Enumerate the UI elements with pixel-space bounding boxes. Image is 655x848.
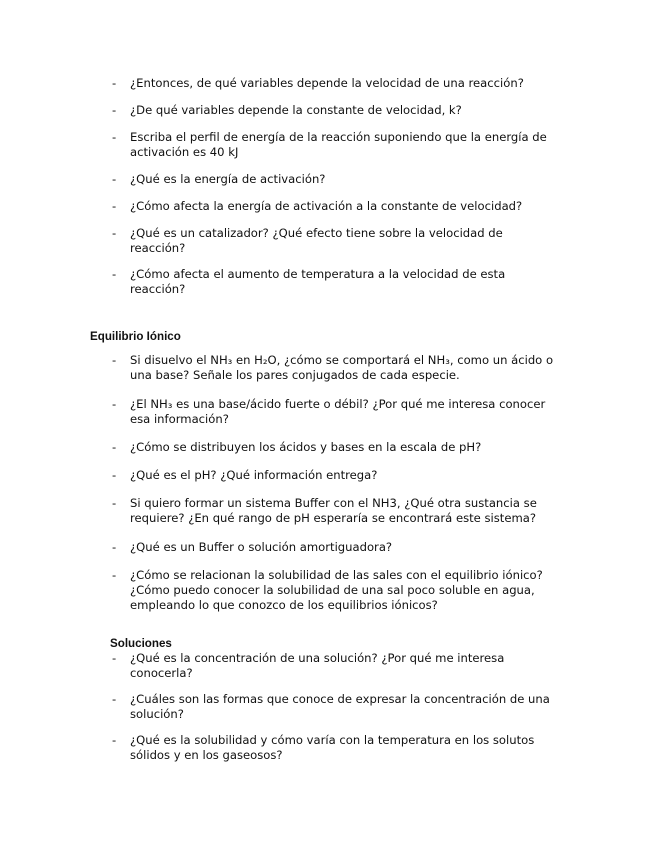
list-item-text [130,397,570,427]
text-line: ¿Cuáles son las formas que conoce de expresar la concentración de una [130,692,550,706]
text-line: empleando lo que conozco de los equilibrios iónicos? [130,598,438,612]
bullet-dash: - [112,733,117,747]
text-line: ¿Qué es un catalizador? ¿Qué efecto tiene sobre la velocidad de [130,226,503,240]
text-line: activación es 40 kJ [130,145,239,159]
text-line: ¿El NH₃ es una base/ácido fuerte o débil? ¿Por qué me interesa conocer [130,397,546,411]
text-line: ¿Qué es la concentración de una solución? ¿Por qué me interesa [130,651,505,665]
text-line: Si quiero formar un sistema Buffer con el NH3, ¿Qué otra sustancia se [130,496,537,510]
text-line: ¿Cómo se relacionan la solubilidad de las sales con el equilibrio iónico? [130,568,543,582]
bullet-dash: - [112,651,117,665]
text-line: ¿Entonces, de qué variables depende la velocidad de una reacción? [130,76,524,90]
text-line: sólidos y en los gaseosos? [130,748,283,762]
list-item-text [130,76,570,91]
list-item-text [130,468,570,483]
text-line: ¿Qué es la solubilidad y cómo varía con la temperatura en los solutos [130,733,535,747]
section-heading-equilibrio: Equilibrio Iónico [90,330,181,343]
list-item-text [130,440,570,455]
list-item-text [130,226,570,256]
text-line: solución? [130,707,184,721]
bullet-dash: - [112,172,117,186]
bullet-dash: - [112,440,117,454]
list-item-text [130,733,570,763]
list-item-text [130,199,570,214]
text-line: ¿Cómo se distribuyen los ácidos y bases en la escala de pH? [130,440,482,454]
bullet-dash: - [112,496,117,510]
bullet-dash: - [112,468,117,482]
list-item-text [130,130,570,160]
bullet-dash: - [112,130,117,144]
text-line: Si disuelvo el NH₃ en H₂O, ¿cómo se comportará el NH₃, como un ácido o [130,353,554,367]
list-item-text [130,651,570,681]
bullet-dash: - [112,397,117,411]
section-heading-soluciones: Soluciones [110,637,172,650]
text-line: ¿De qué variables depende la constante de velocidad, k? [130,103,462,117]
text-line: esa información? [130,412,229,426]
bullet-dash: - [112,540,117,554]
list-item-text [130,172,570,187]
list-item-text [130,353,570,383]
text-line: ¿Qué es un Buffer o solución amortiguadora? [130,540,393,554]
bullet-dash: - [112,103,117,117]
list-item-text [130,540,570,555]
text-line: requiere? ¿En qué rango de pH esperaría se encontrará este sistema? [130,511,537,525]
text-line: ¿Cómo afecta el aumento de temperatura a la velocidad de esta [130,267,506,281]
bullet-dash: - [112,267,117,281]
list-item-text [130,103,570,118]
bullet-dash: - [112,226,117,240]
text-line: ¿Cómo afecta la energía de activación a la constante de velocidad? [130,199,523,213]
text-line: conocerla? [130,666,193,680]
text-line: ¿Cómo puedo conocer la solubilidad de una sal poco soluble en agua, [130,583,535,597]
list-item-text [130,496,570,526]
list-item-text [130,692,570,722]
bullet-dash: - [112,353,117,367]
text-line: reacción? [130,241,186,255]
bullet-dash: - [112,199,117,213]
text-line: ¿Qué es el pH? ¿Qué información entrega? [130,468,378,482]
text-line: reacción? [130,282,186,296]
bullet-dash: - [112,568,117,582]
bullet-dash: - [112,76,117,90]
text-line: ¿Qué es la energía de activación? [130,172,326,186]
text-line: una base? Señale los pares conjugados de cada especie. [130,368,460,382]
list-item-text [130,267,570,297]
list-item-text [130,568,570,613]
text-line: Escriba el perfil de energía de la reacción suponiendo que la energía de [130,130,547,144]
bullet-dash: - [112,692,117,706]
